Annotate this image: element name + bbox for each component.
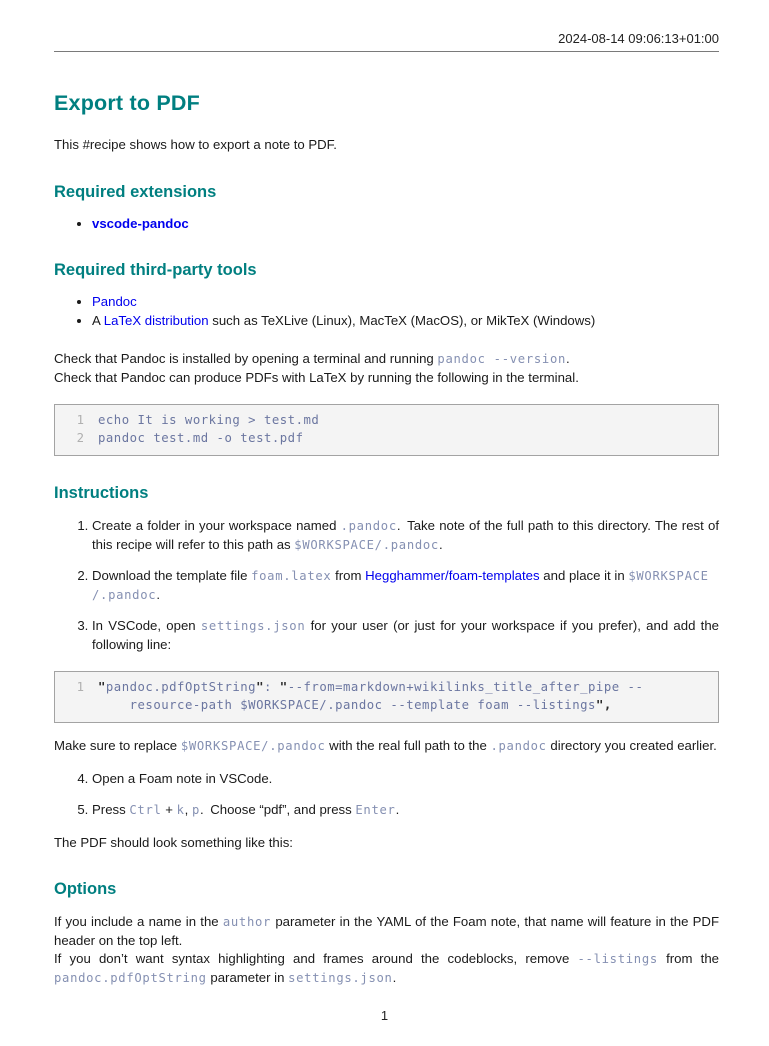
- step-5: [92, 801, 719, 820]
- inline-code: $WORKSPACE: [628, 569, 709, 583]
- inline-code: author: [222, 915, 272, 929]
- foam-templates-link[interactable]: Hegghammer/foam-templates: [365, 568, 540, 583]
- make-sure-paragraph: [54, 737, 719, 756]
- text-run: .: [156, 586, 160, 602]
- code-text: echo It is working > test.md: [98, 413, 320, 427]
- text-run: .: [392, 969, 397, 985]
- pandoc-link[interactable]: Pandoc: [92, 294, 137, 309]
- header-date: 2024-08-14 09:06:13+01:00: [558, 31, 719, 46]
- code-text: :: [263, 680, 280, 694]
- text-run: from the: [657, 951, 719, 966]
- code-line: [68, 430, 708, 448]
- latex-distribution-link[interactable]: LaTeX distribution: [103, 312, 209, 328]
- inline-code: pandoc.pdfOptString: [54, 970, 207, 985]
- code-text: pandoc test.md -o test.pdf: [98, 430, 304, 445]
- inline-code: Enter: [355, 803, 396, 817]
- code-indent: [98, 698, 130, 712]
- instructions-list-2: [54, 770, 719, 820]
- options-paragraph: [54, 913, 719, 987]
- pdf-look-paragraph: [54, 834, 719, 853]
- code-line: [68, 412, 708, 430]
- text-run: from: [331, 568, 366, 583]
- code-text: resource-path $WORKSPACE/.pandoc --template foam --listings: [129, 697, 596, 712]
- text-run: ,: [184, 802, 192, 817]
- text-run: A: [92, 312, 104, 328]
- text-run: If you don’t want syntax highlighting and frames around the codeblocks, remove: [54, 951, 578, 966]
- codeblock-settings: [54, 671, 719, 723]
- code-quote: ",: [595, 697, 612, 712]
- text-run: with the real full path to the: [325, 738, 491, 753]
- text-run: for your user (or just for your workspace if you prefer), and add the following line:: [92, 618, 719, 652]
- text-run: Download the template file: [92, 568, 252, 583]
- text-run: .: [395, 802, 400, 817]
- code-line: [68, 679, 708, 697]
- inline-code: .pandoc: [490, 739, 547, 753]
- heading-required-tools: Required third-party tools: [54, 261, 257, 279]
- required-tools-list: [54, 293, 719, 330]
- text-run: This #recipe shows how to export a note to PDF.: [54, 137, 337, 152]
- inline-code: .pandoc: [340, 519, 397, 533]
- step-1: [92, 517, 719, 554]
- heading-options: Options: [54, 880, 117, 898]
- instructions-list-1: [54, 517, 719, 654]
- page-number: 1: [380, 1008, 389, 1023]
- list-item: [92, 293, 719, 312]
- step-3: [92, 617, 719, 654]
- heading-instructions: Instructions: [54, 484, 149, 502]
- code-quote: ": [279, 680, 288, 694]
- text-run: and place it in: [539, 568, 629, 583]
- text-run: The PDF should look something like this:: [54, 834, 293, 850]
- inline-code: $WORKSPACE/.pandoc: [180, 739, 326, 753]
- intro-paragraph: [54, 136, 719, 155]
- inline-code: Ctrl: [129, 803, 162, 817]
- text-run: . Take note of the full path to this directory. The rest of this recipe will refer to this path as: [92, 518, 719, 552]
- code-line: [68, 697, 708, 715]
- line-number: 1: [76, 413, 84, 427]
- check-pandoc-paragraph: [54, 350, 719, 387]
- code-quote: ": [98, 680, 106, 694]
- code-text: pandoc.pdfOptString: [105, 680, 257, 694]
- text-run: parameter in: [206, 969, 289, 985]
- list-item: [92, 312, 719, 331]
- page-title: Export to PDF: [54, 91, 200, 115]
- inline-code: --listings: [577, 952, 658, 966]
- inline-code: settings.json: [200, 619, 306, 633]
- text-run: directory you created earlier.: [546, 738, 717, 753]
- inline-code: settings.json: [288, 970, 393, 985]
- step-2: [92, 567, 719, 604]
- text-run: +: [161, 802, 177, 817]
- header: [54, 0, 719, 46]
- inline-code: pandoc --version: [437, 352, 567, 366]
- step-4: [92, 770, 719, 789]
- inline-code: p: [191, 803, 200, 817]
- text-run: In VSCode, open: [92, 618, 201, 633]
- text-run: If you include a name in the: [54, 914, 223, 929]
- text-run: .: [438, 536, 443, 552]
- vscode-pandoc-link[interactable]: vscode-pandoc: [92, 215, 189, 231]
- text-run: Make sure to replace: [54, 738, 181, 753]
- text-run: Check that Pandoc can produce PDFs with LaTeX by running the following in the terminal.: [54, 369, 579, 385]
- text-run: . Choose “pdf”, and press: [199, 802, 356, 817]
- text-run: Open a Foam note in VSCode.: [92, 770, 273, 786]
- text-run: Check that Pandoc is installed by opening a terminal and running: [54, 351, 438, 366]
- text-run: such as TeXLive (Linux), MacTeX (MacOS), or MikTeX (Windows): [208, 312, 596, 328]
- inline-code: /.pandoc: [92, 587, 157, 602]
- codeblock-terminal-test: [54, 404, 719, 456]
- list-item: [92, 215, 719, 234]
- inline-code: k: [176, 803, 185, 817]
- inline-code: $WORKSPACE/.pandoc: [294, 537, 439, 552]
- text-run: .: [566, 351, 570, 366]
- text-run: parameter in the YAML of the Foam note, that name will feature in the PDF header on the top left.: [54, 914, 720, 948]
- text-run: Press: [92, 802, 130, 817]
- inline-code: foam.latex: [251, 569, 332, 583]
- required-extensions-list: [54, 215, 719, 234]
- heading-required-extensions: Required extensions: [54, 182, 217, 201]
- code-quote: ": [256, 680, 264, 694]
- header-rule: [54, 51, 719, 52]
- code-text: --from=markdown+wikilinks_title_after_pipe --: [287, 680, 644, 694]
- line-number: 2: [76, 430, 84, 445]
- text-run: Create a folder in your workspace named: [92, 518, 341, 533]
- line-number: 1: [76, 680, 84, 694]
